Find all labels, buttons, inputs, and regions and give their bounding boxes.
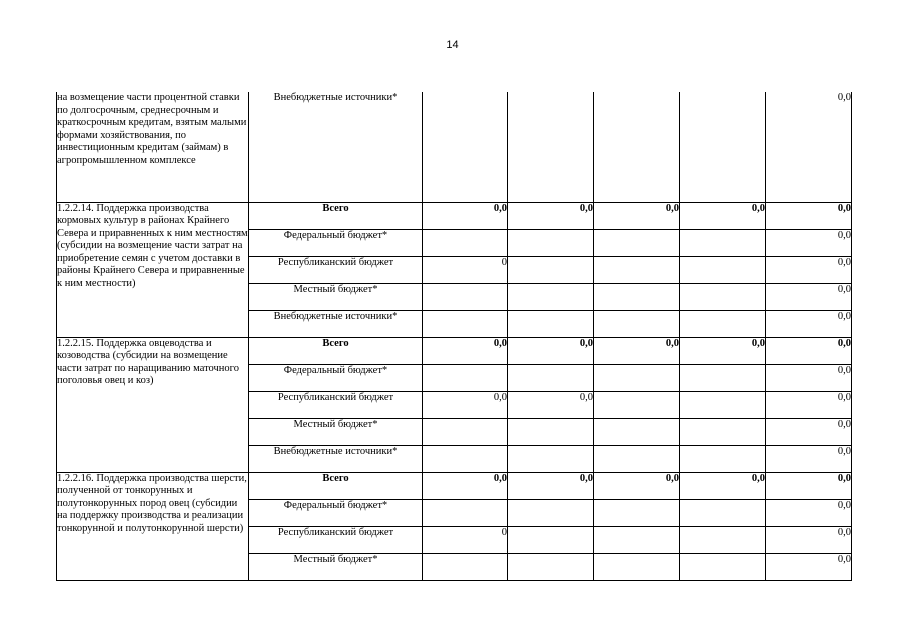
- year-value-cell: 0,0: [423, 337, 508, 364]
- total-value-cell: 0,0: [766, 445, 852, 472]
- year-value-cell: [508, 499, 594, 526]
- year-value-cell: [594, 391, 680, 418]
- year-value-cell: 0,0: [594, 337, 680, 364]
- year-value-cell: [680, 256, 766, 283]
- year-value-cell: [508, 229, 594, 256]
- year-value-cell: [594, 553, 680, 580]
- program-description: на возмещение части процентной ставки по долгосрочным, среднесрочным и краткосрочным кредитам, взятым малыми формами хозяйствования, по инвестиционным кредитам (займам) в агропромышленном комплексе: [57, 92, 249, 202]
- total-value-cell: 0,0: [766, 256, 852, 283]
- year-value-cell: [508, 92, 594, 202]
- table-row: [57, 92, 852, 202]
- funding-source: Республиканский бюджет: [249, 391, 423, 418]
- program-description: 1.2.2.16. Поддержка производства шерсти, полученной от тонкорунных и полутонкорунных пород овец (субсидии на поддержку производства и реализации тонкорунной и полутонкорунной шерсти): [57, 472, 249, 580]
- budget-table-body: [57, 92, 852, 580]
- year-value-cell: [594, 283, 680, 310]
- year-value-cell: 0,0: [508, 391, 594, 418]
- year-value-cell: [680, 92, 766, 202]
- year-value-cell: 0,0: [508, 202, 594, 229]
- year-value-cell: [423, 229, 508, 256]
- year-value-cell: [423, 92, 508, 202]
- year-value-cell: [594, 445, 680, 472]
- year-value-cell: [680, 499, 766, 526]
- total-value-cell: 0,0: [766, 418, 852, 445]
- year-value-cell: [680, 553, 766, 580]
- year-value-cell: [594, 229, 680, 256]
- funding-source: Местный бюджет*: [249, 418, 423, 445]
- year-value-cell: 0: [423, 256, 508, 283]
- year-value-cell: [680, 445, 766, 472]
- total-value-cell: 0,0: [766, 364, 852, 391]
- year-value-cell: [508, 553, 594, 580]
- program-description: 1.2.2.15. Поддержка овцеводства и козоводства (субсидии на возмещение части затрат по наращиванию маточного поголовья овец и коз): [57, 337, 249, 472]
- year-value-cell: [508, 256, 594, 283]
- year-value-cell: 0: [423, 526, 508, 553]
- year-value-cell: 0,0: [508, 472, 594, 499]
- year-value-cell: [680, 283, 766, 310]
- year-value-cell: [423, 283, 508, 310]
- funding-source: Всего: [249, 337, 423, 364]
- year-value-cell: [680, 310, 766, 337]
- year-value-cell: [508, 364, 594, 391]
- total-value-cell: 0,0: [766, 283, 852, 310]
- year-value-cell: [680, 229, 766, 256]
- total-value-cell: 0,0: [766, 337, 852, 364]
- year-value-cell: [423, 553, 508, 580]
- year-value-cell: [680, 364, 766, 391]
- year-value-cell: [594, 526, 680, 553]
- funding-source: Внебюджетные источники*: [249, 92, 423, 202]
- year-value-cell: 0,0: [594, 202, 680, 229]
- year-value-cell: [594, 256, 680, 283]
- year-value-cell: [508, 526, 594, 553]
- year-value-cell: [680, 526, 766, 553]
- funding-source: Всего: [249, 472, 423, 499]
- funding-source: Местный бюджет*: [249, 553, 423, 580]
- year-value-cell: 0,0: [508, 337, 594, 364]
- funding-source: Федеральный бюджет*: [249, 364, 423, 391]
- page-number: 14: [446, 39, 459, 51]
- year-value-cell: 0,0: [680, 202, 766, 229]
- total-value-cell: 0,0: [766, 472, 852, 499]
- program-description: 1.2.2.14. Поддержка производства кормовых культур в районах Крайнего Севера и приравненных к ним местностям (субсидии на возмещение части затрат на приобретение семян с учетом доставки в районы Крайнего Севера и приравненные к ним местности): [57, 202, 249, 337]
- year-value-cell: [594, 92, 680, 202]
- year-value-cell: [423, 310, 508, 337]
- funding-source: Внебюджетные источники*: [249, 445, 423, 472]
- year-value-cell: [508, 418, 594, 445]
- total-value-cell: 0,0: [766, 229, 852, 256]
- year-value-cell: 0,0: [423, 472, 508, 499]
- funding-source: Республиканский бюджет: [249, 526, 423, 553]
- total-value-cell: 0,0: [766, 553, 852, 580]
- funding-source: Внебюджетные источники*: [249, 310, 423, 337]
- year-value-cell: [680, 418, 766, 445]
- year-value-cell: [423, 418, 508, 445]
- year-value-cell: [508, 445, 594, 472]
- funding-source: Федеральный бюджет*: [249, 229, 423, 256]
- year-value-cell: 0,0: [680, 472, 766, 499]
- year-value-cell: [423, 364, 508, 391]
- table-row: [57, 337, 852, 364]
- total-value-cell: 0,0: [766, 391, 852, 418]
- total-value-cell: 0,0: [766, 92, 852, 202]
- year-value-cell: [680, 391, 766, 418]
- funding-source: Республиканский бюджет: [249, 256, 423, 283]
- year-value-cell: [423, 499, 508, 526]
- year-value-cell: 0,0: [680, 337, 766, 364]
- total-value-cell: 0,0: [766, 499, 852, 526]
- table-row: [57, 472, 852, 499]
- year-value-cell: [508, 310, 594, 337]
- year-value-cell: [594, 499, 680, 526]
- funding-source: Местный бюджет*: [249, 283, 423, 310]
- total-value-cell: 0,0: [766, 310, 852, 337]
- year-value-cell: 0,0: [594, 472, 680, 499]
- funding-source: Всего: [249, 202, 423, 229]
- year-value-cell: [594, 418, 680, 445]
- table-row: [57, 202, 852, 229]
- year-value-cell: [423, 445, 508, 472]
- total-value-cell: 0,0: [766, 202, 852, 229]
- year-value-cell: 0,0: [423, 391, 508, 418]
- year-value-cell: [508, 283, 594, 310]
- total-value-cell: 0,0: [766, 526, 852, 553]
- funding-source: Федеральный бюджет*: [249, 499, 423, 526]
- year-value-cell: [594, 364, 680, 391]
- budget-table: [56, 92, 852, 581]
- year-value-cell: 0,0: [423, 202, 508, 229]
- year-value-cell: [594, 310, 680, 337]
